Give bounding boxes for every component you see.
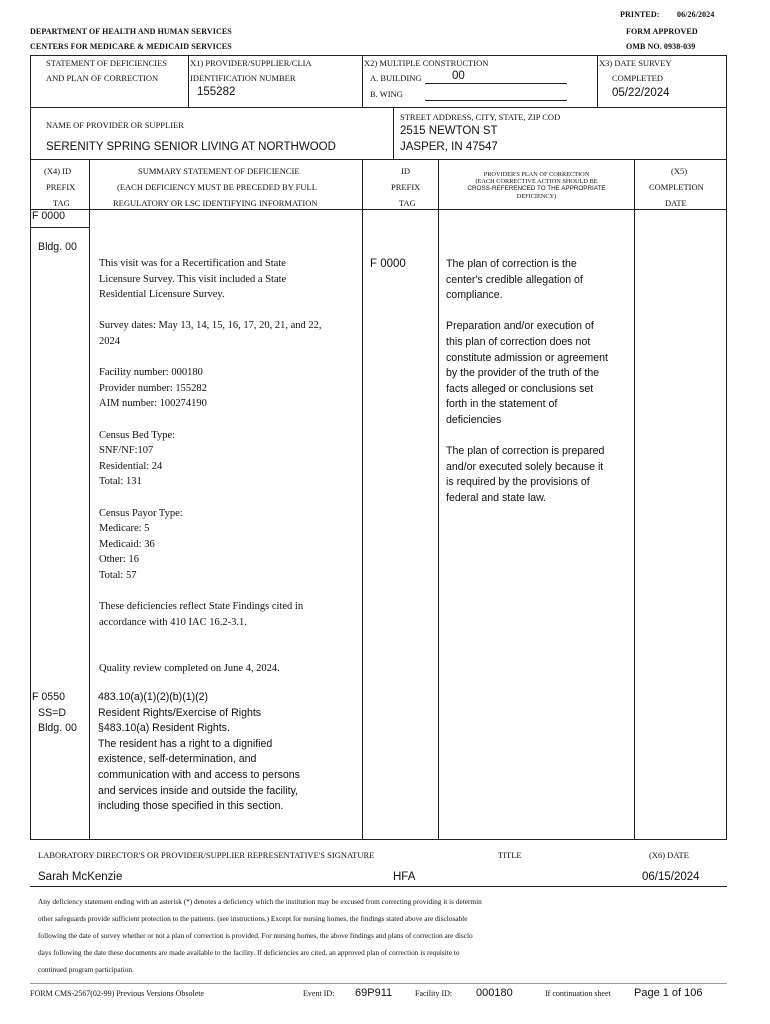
summary1-line-3: Residential Licensure Survey.: [99, 289, 225, 301]
x4-header-2: PREFIX: [46, 182, 76, 192]
col-divider-3: [438, 159, 439, 840]
plan1-line-3: compliance.: [446, 289, 503, 302]
tag-block-2: [32, 690, 88, 737]
aim-number: AIM number: 100274190: [99, 398, 207, 410]
wing-underline: [425, 100, 567, 101]
tag-underline: [30, 227, 89, 228]
signature-title: HFA: [393, 871, 416, 883]
statement-label-1: STATEMENT OF DEFICIENCIES: [46, 58, 168, 68]
continuation-label: If continuation sheet: [545, 989, 611, 998]
summary-header-1: SUMMARY STATEMENT OF DEFICIENCIE: [138, 166, 300, 176]
x3-label: X3) DATE SURVEY: [599, 58, 672, 68]
plan3-line-1: The plan of correction is prepared: [446, 445, 605, 458]
col-divider-1: [89, 159, 90, 840]
plan3-line-3: is required by the provisions of: [446, 476, 590, 489]
disclaimer: [38, 893, 482, 978]
header-top-rule: [30, 55, 727, 56]
building-underline: [425, 83, 567, 84]
provider-name: SERENITY SPRING SENIOR LIVING AT NORTHWOOD: [46, 141, 336, 153]
findings-line-1: These deficiencies reflect State Findings cited in: [99, 601, 304, 613]
printed-date: 06/26/2024: [677, 10, 715, 19]
plan2-line-7: deficiencies: [446, 413, 502, 426]
building-value: 00: [452, 70, 465, 82]
title-label: TITLE: [498, 850, 522, 860]
summary2-line-4: The resident has a right to a dignified: [98, 737, 273, 750]
divider-x2: [362, 55, 363, 107]
facility-number: Facility number: 000180: [99, 367, 203, 379]
survey-completed-date: 05/22/2024: [612, 87, 670, 99]
plan2-line-4: by the provider of the truth of the: [446, 367, 600, 380]
plan-block: [446, 257, 632, 507]
x1-label: X1) PROVIDER/SUPPLIER/CLIA: [190, 58, 312, 68]
signature-rule: [30, 886, 727, 887]
footer-rule: [30, 983, 727, 984]
building-label: A. BUILDING: [370, 73, 422, 83]
survey-dates-line-2: 2024: [99, 335, 120, 347]
summary1-line-2: Licensure Survey. This visit included a State: [99, 273, 287, 285]
summary2-line-8: including those specified in this section.: [98, 800, 284, 813]
plan2-line-5: facts alleged or conclusions set: [446, 382, 594, 395]
plan-header-4: DEFICIENCY): [516, 192, 557, 200]
plan-header: [439, 171, 634, 200]
summary2-line-6: communication with and access to persons: [98, 768, 300, 781]
columns-bottom-rule: [30, 209, 727, 210]
disclaimer-line-2: other safeguards provide sufficient protection to the patients. (see instructions.) Except for nursing homes, the findings stated above are disclosable: [38, 914, 468, 923]
right-border: [726, 55, 727, 840]
summary-header-2: (EACH DEFICIENCY MUST BE PRECEDED BY FULL: [117, 182, 317, 192]
plan2-line-2: this plan of correction does not: [446, 335, 591, 348]
summary1-line-1: This visit was for a Recertification and State: [99, 258, 286, 269]
x5-header-1: (X5): [671, 166, 688, 176]
header-mid-rule: [30, 107, 727, 108]
plan-header-2: (EACH CORRECTIVE ACTION SHOULD BE: [475, 178, 598, 186]
omb-number: OMB NO. 0938-039: [626, 42, 696, 51]
plan-header-3: CROSS-REFERENCED TO THE APPROPRIATE: [467, 185, 606, 193]
signature-date: 06/15/2024: [642, 871, 700, 883]
wing-label: B. WING: [370, 89, 403, 99]
plan1-line-2: center's credible allegation of: [446, 273, 583, 286]
tag-prefix-2: F 0550: [32, 691, 65, 703]
address-label: STREET ADDRESS, CITY, STATE, ZIP COD: [400, 112, 561, 122]
summary2-line-2: Resident Rights/Exercise of Rights: [98, 706, 262, 719]
divider-x1: [188, 55, 189, 107]
plan2-line-6: forth in the statement of: [446, 398, 558, 411]
tag-bldg-1: Bldg. 00: [38, 241, 77, 253]
census-payor-other: Other: 16: [99, 554, 139, 566]
left-border: [30, 55, 31, 840]
x6-date-label: (X6) DATE: [649, 850, 689, 860]
summary-header-3: REGULATORY OR LSC IDENTIFYING INFORMATION: [113, 198, 318, 208]
quality-review: Quality review completed on June 4, 2024.: [99, 663, 280, 675]
tag-ss-2: SS=D: [38, 706, 66, 719]
summary2-line-1: 483.10(a)(1)(2)(b)(1)(2): [98, 691, 209, 703]
x4-header-1: (X4) ID: [44, 166, 72, 176]
centers-name: CENTERS FOR MEDICARE & MEDICAID SERVICES: [30, 42, 232, 51]
summary2-line-3: §483.10(a) Resident Rights.: [98, 722, 230, 735]
summary-block-1: [99, 256, 359, 677]
provider-name-label: NAME OF PROVIDER OR SUPPLIER: [46, 120, 184, 130]
event-id-label: Event ID:: [303, 989, 335, 998]
x4-header-3: TAG: [53, 198, 70, 208]
table-bottom-rule: [30, 839, 727, 840]
page-number: Page 1 of 106: [634, 987, 703, 999]
census-payor-total: Total: 57: [99, 569, 137, 581]
columns-top-rule: [30, 159, 727, 160]
summary2-line-5: existence, self-determination, and: [98, 753, 257, 766]
census-bed-residential: Residential: 24: [99, 460, 163, 472]
col-divider-4: [634, 159, 635, 840]
plan3-line-2: and/or executed solely because it: [446, 460, 604, 473]
form-approved: FORM APPROVED: [626, 27, 698, 36]
divider-address: [393, 107, 394, 159]
tag-prefix-1: F 0000: [32, 210, 65, 222]
plan1-line-1: The plan of correction is the: [446, 258, 577, 270]
event-id: 69P911: [355, 987, 393, 999]
id-header-2: PREFIX: [391, 182, 421, 192]
department-name: DEPARTMENT OF HEALTH AND HUMAN SERVICES: [30, 27, 232, 36]
census-bed-snf: SNF/NF:107: [99, 445, 154, 457]
signature-name: Sarah McKenzie: [38, 871, 123, 883]
id-header-3: TAG: [399, 198, 416, 208]
census-bed-title: Census Bed Type:: [99, 429, 176, 441]
x2-label: X2) MULTIPLE CONSTRUCTION: [364, 58, 489, 68]
address-line-2: JASPER, IN 47547: [400, 141, 498, 153]
form-number: FORM CMS-2567(02-99) Previous Versions Obsolete: [30, 989, 205, 998]
address-line-1: 2515 NEWTON ST: [400, 125, 498, 137]
census-payor-medicaid: Medicaid: 36: [99, 538, 155, 550]
plan2-line-3: constitute admission or agreement: [446, 351, 608, 364]
id-prefix-1: F 0000: [370, 258, 406, 270]
x5-header-3: DATE: [665, 198, 687, 208]
survey-dates-line-1: Survey dates: May 13, 14, 15, 16, 17, 20, 21, and 22,: [99, 320, 322, 332]
census-payor-title: Census Payor Type:: [99, 507, 183, 519]
signature-label: LABORATORY DIRECTOR'S OR PROVIDER/SUPPLIER REPRESENTATIVE'S SIGNATURE: [38, 850, 375, 860]
provider-id: 155282: [197, 86, 236, 98]
disclaimer-line-1: Any deficiency statement ending with an asterisk (*) denotes a deficiency which the institution may be excused from correcting providing it is determin: [38, 897, 482, 906]
tag-bldg-2: Bldg. 00: [38, 722, 77, 735]
statement-label-2: AND PLAN OF CORRECTION: [46, 73, 159, 83]
plan2-line-1: Preparation and/or execution of: [446, 320, 594, 333]
disclaimer-line-4: days following the date these documents are made available to the facility. If deficiencies are cited, an approved plan of correction is requisite to: [38, 948, 460, 957]
facility-id: 000180: [476, 987, 513, 999]
summary-block-2: [98, 690, 360, 815]
census-bed-total: Total: 131: [99, 476, 142, 488]
summary2-line-7: and services inside and outside the facility,: [98, 784, 299, 797]
divider-x3: [597, 55, 598, 107]
provider-number: Provider number: 155282: [99, 382, 207, 394]
x1-label-2: IDENTIFICATION NUMBER: [190, 73, 296, 83]
printed-label: PRINTED:: [620, 10, 660, 19]
facility-id-label: Facility ID:: [415, 989, 453, 998]
col-divider-2: [362, 159, 363, 840]
disclaimer-line-3: following the date of survey whether or not a plan of correction is provided. For nursing homes, the above findings and plans of correction are disclo: [38, 931, 473, 940]
x5-header-2: COMPLETION: [649, 182, 704, 192]
census-payor-medicare: Medicare: 5: [99, 523, 150, 535]
disclaimer-line-5: continued program participation.: [38, 965, 134, 974]
plan3-line-4: federal and state law.: [446, 491, 547, 504]
x3-label-2: COMPLETED: [612, 73, 663, 83]
findings-line-2: accordance with 410 IAC 16.2-3.1.: [99, 616, 247, 628]
plan-header-1: PROVIDER'S PLAN OF CORRECTION: [483, 171, 590, 178]
id-header-1: ID: [401, 166, 410, 176]
